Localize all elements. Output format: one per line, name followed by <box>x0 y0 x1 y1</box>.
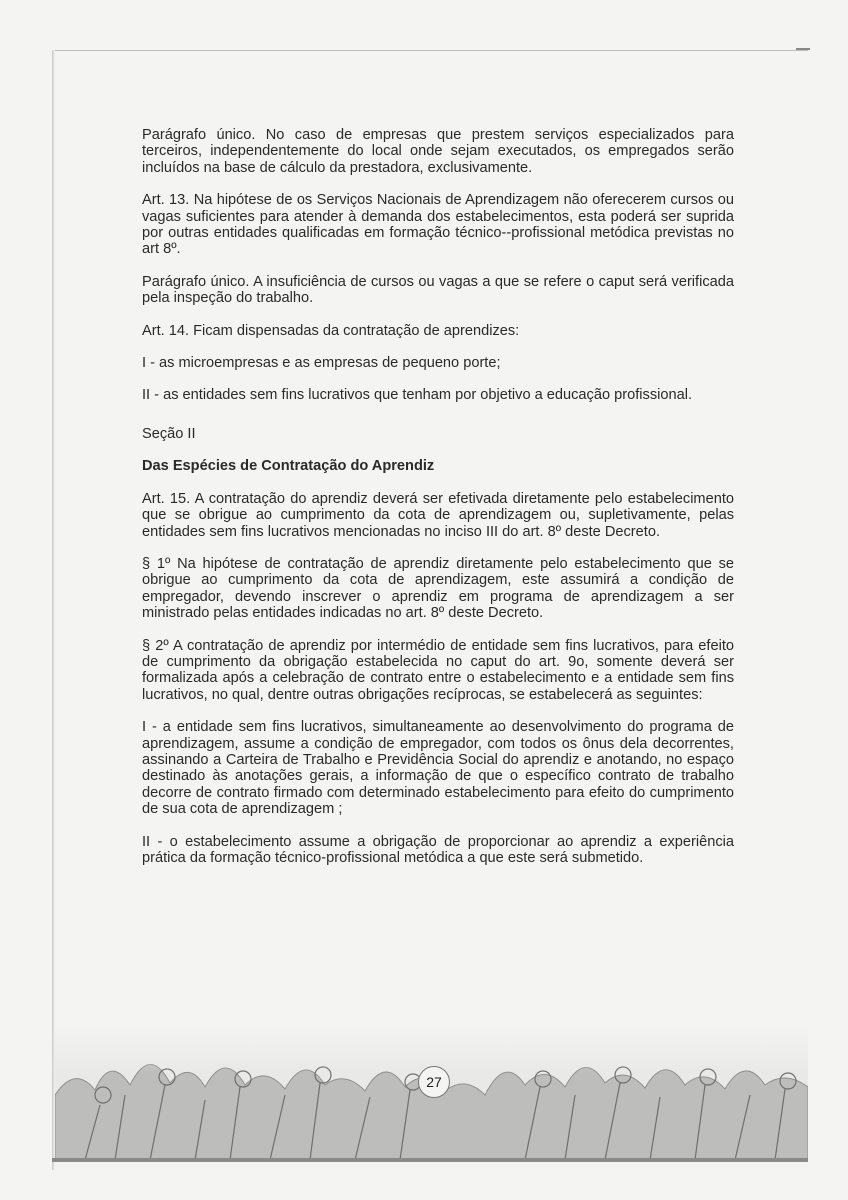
article-13: Art. 13. Na hipótese de os Serviços Nacionais de Aprendizagem não oferecerem cursos ou vagas suficientes para atender à demanda dos estabelecimentos, esta poderá ser suprida por outras entidades qualificadas em formação técnico--profissional metódica previstas no art 8º. <box>142 192 734 258</box>
article-15-paragraph-2: § 2º A contratação de aprendiz por intermédio de entidade sem fins lucrativos, para efeito de cumprimento da obrigação estabelecida no caput do art. 9o, somente deverá ser formalizada após a celebração de contrato entre o estabelecimento e a entidade sem fins lucrativos, no qual, dentre outras obrigações recíprocas, se estabelecerá as seguintes: <box>142 637 734 703</box>
article-14-item-2: II - as entidades sem fins lucrativos que tenham por objetivo a educação profissional. <box>142 387 693 404</box>
section-label: Seção II <box>142 425 196 442</box>
section-heading: Das Espécies de Contratação do Aprendiz <box>142 458 435 475</box>
page-edge-left <box>52 50 55 1170</box>
page-bottom-edge <box>52 1158 808 1162</box>
article-15-item-1: I - a entidade sem fins lucrativos, simultaneamente ao desenvolvimento do programa de aprendizagem, assume a condição de empregador, com todos os ônus dela decorrentes, assinando a Carteira de Trabalho e Previdência Social do aprendiz e anotando, no espaço destinado às anotações gerais, a informação de que o específico contrato de trabalho decorre de contrato firmado com determinado estabelecimento para efeito do cumprimento de sua cota de aprendizagem ; <box>142 719 734 818</box>
article-14-item-1: I - as microempresas e as empresas de pequeno porte; <box>142 355 501 372</box>
article-15-item-2: II - o estabelecimento assume a obrigação de proporcionar ao aprendiz a experiência prática da formação técnico-profissional metódica a que este será submetido. <box>142 833 734 866</box>
document-body <box>142 127 734 882</box>
corner-mark <box>796 48 810 50</box>
article-15-paragraph-1: § 1º Na hipótese de contratação de aprendiz diretamente pelo estabelecimento que se obrigue ao cumprimento da cota de aprendizagem, este assumirá a condição de empregador, devendo inscrever o aprendiz em programa de aprendizagem a ser ministrado pelas entidades indicadas no art. 8º deste Decreto. <box>142 555 734 622</box>
paragraph-single-1: Parágrafo único. No caso de empresas que prestem serviços especializados para terceiros, independentemente do local onde sejam executados, os empregados serão incluídos na base de cálculo da prestadora, exclusivamente. <box>142 127 734 176</box>
page-edge-top <box>52 50 808 51</box>
paragraph-single-2: Parágrafo único. A insuficiência de cursos ou vagas a que se refere o caput será verificada pela inspeção do trabalho. <box>142 273 734 307</box>
article-15: Art. 15. A contratação do aprendiz deverá ser efetivada diretamente pelo estabelecimento que se obrigue ao cumprimento da cota de aprendizagem ou, supletivamente, pelas entidades sem fins lucrativos mencionadas no inciso III do art. 8º deste Decreto. <box>142 490 734 540</box>
article-14: Art. 14. Ficam dispensadas da contratação de aprendizes: <box>142 322 520 339</box>
page-number: 27 <box>418 1066 450 1098</box>
